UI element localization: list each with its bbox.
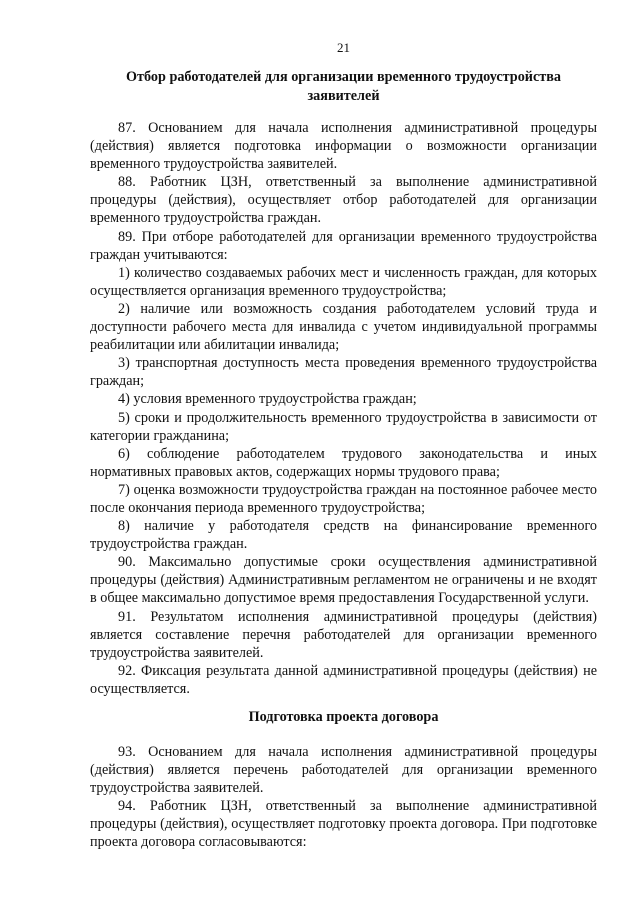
section-title-employer-selection: Отбор работодателей для организации временного трудоустройства заявителей — [126, 69, 561, 104]
paragraph-88: 88. Работник ЦЗН, ответственный за выполнение административной процедуры (действия), осуществляет отбор работодателей для организации временного трудоустройства граждан. — [90, 174, 597, 227]
list-item-4: 4) условия временного трудоустройства граждан; — [118, 391, 417, 408]
list-item-3: 3) транспортная доступность места проведения временного трудоустройства граждан; — [90, 355, 597, 390]
section-body-employer-selection — [90, 119, 597, 698]
paragraph-91: 91. Результатом исполнения административной процедуры (действия) является составление перечня работодателей для организации временного трудоустройства заявителей. — [90, 608, 597, 661]
paragraph-89: 89. При отборе работодателей для организации временного трудоустройства граждан учитываются: — [90, 228, 597, 263]
section-body-contract-draft — [90, 743, 597, 852]
page-number: 21 — [337, 40, 350, 55]
section-title-contract-draft: Подготовка проекта договора — [248, 709, 439, 725]
paragraph-94: 94. Работник ЦЗН, ответственный за выполнение административной процедуры (действия), осуществляет подготовку проекта договора. При подготовке проекта договора согласовываются: — [90, 798, 597, 851]
list-item-5: 5) сроки и продолжительность временного трудоустройства в зависимости от категории гражданина; — [90, 409, 597, 444]
paragraph-93: 93. Основанием для начала исполнения административной процедуры (действия) является перечень работодателей для организации временного трудоустройства заявителей. — [90, 744, 597, 797]
paragraph-87: 87. Основанием для начала исполнения административной процедуры (действия) является подготовка информации о возможности организации временного трудоустройства заявителей. — [90, 120, 597, 173]
list-item-1: 1) количество создаваемых рабочих мест и численность граждан, для которых осуществляется организация временного трудоустройства; — [90, 264, 597, 299]
paragraph-92: 92. Фиксация результата данной административной процедуры (действия) не осуществляется. — [90, 662, 597, 697]
list-item-7: 7) оценка возможности трудоустройства граждан на постоянное рабочее место после окончания периода временного трудоустройства; — [90, 481, 597, 516]
list-item-8: 8) наличие у работодателя средств на финансирование временного трудоустройства граждан. — [90, 518, 597, 553]
paragraph-90: 90. Максимально допустимые сроки осуществления административной процедуры (действия) Административным регламентом не ограничены и не входят в общее максимально допустимое время предоставления Государственной услуги. — [90, 554, 597, 607]
list-item-2: 2) наличие или возможность создания работодателем условий труда и доступности рабочего места для инвалида с учетом индивидуальной программы реабилитации или абилитации инвалида; — [90, 300, 597, 354]
list-item-6: 6) соблюдение работодателем трудового законодательства и иных нормативных правовых актов, содержащих нормы трудового права; — [90, 445, 597, 480]
